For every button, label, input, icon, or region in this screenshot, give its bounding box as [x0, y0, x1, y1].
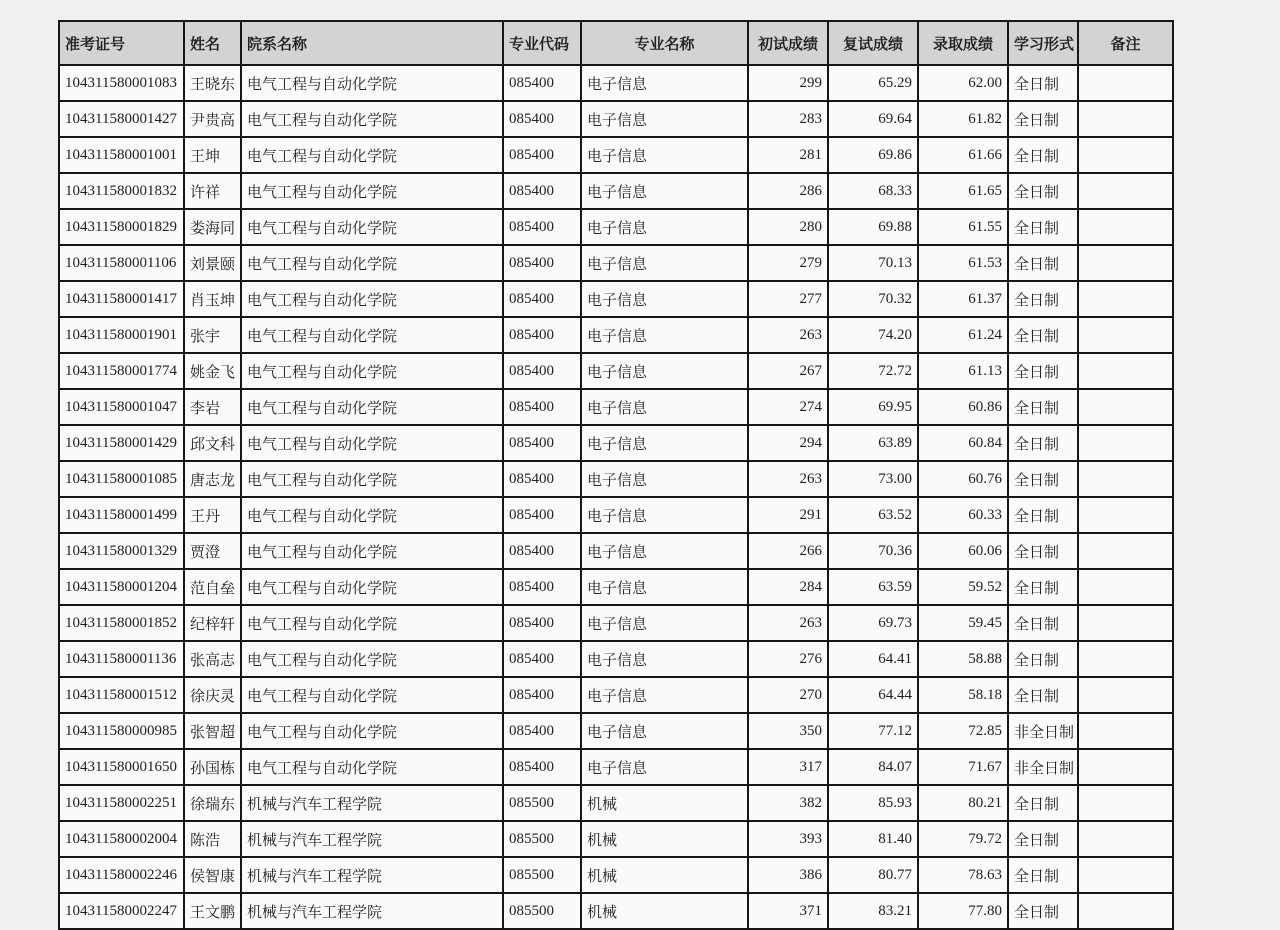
- cell-admission-score: 62.00: [918, 65, 1008, 101]
- table-row: [59, 857, 1173, 893]
- cell-admission-score: 58.88: [918, 641, 1008, 677]
- cell-remark: [1078, 137, 1173, 173]
- cell-initial-score: 393: [748, 821, 828, 857]
- cell-department: 电气工程与自动化学院: [241, 389, 503, 425]
- cell-name: 邱文科: [184, 425, 241, 461]
- cell-exam-no: 104311580000985: [59, 713, 184, 749]
- cell-initial-score: 317: [748, 749, 828, 785]
- cell-study-form: 非全日制: [1008, 749, 1078, 785]
- cell-name: 张智超: [184, 713, 241, 749]
- table-row: [59, 389, 1173, 425]
- table-row: [59, 353, 1173, 389]
- cell-department: 电气工程与自动化学院: [241, 137, 503, 173]
- cell-admission-score: 60.84: [918, 425, 1008, 461]
- cell-study-form: 全日制: [1008, 785, 1078, 821]
- cell-department: 电气工程与自动化学院: [241, 713, 503, 749]
- cell-initial-score: 286: [748, 173, 828, 209]
- cell-initial-score: 280: [748, 209, 828, 245]
- cell-retest-score: 84.07: [828, 749, 918, 785]
- cell-major-code: 085500: [503, 785, 581, 821]
- cell-remark: [1078, 641, 1173, 677]
- cell-major-name: 电子信息: [581, 641, 748, 677]
- cell-name: 范自垒: [184, 569, 241, 605]
- cell-initial-score: 279: [748, 245, 828, 281]
- table-row: [59, 713, 1173, 749]
- cell-major-code: 085500: [503, 821, 581, 857]
- table-header-row: [59, 21, 1173, 65]
- header-study-form: 学习形式: [1008, 21, 1078, 65]
- cell-admission-score: 61.55: [918, 209, 1008, 245]
- cell-remark: [1078, 353, 1173, 389]
- cell-major-name: 电子信息: [581, 461, 748, 497]
- cell-admission-score: 61.53: [918, 245, 1008, 281]
- cell-study-form: 全日制: [1008, 461, 1078, 497]
- cell-remark: [1078, 173, 1173, 209]
- cell-retest-score: 63.89: [828, 425, 918, 461]
- cell-initial-score: 371: [748, 893, 828, 929]
- header-department: 院系名称: [241, 21, 503, 65]
- cell-department: 电气工程与自动化学院: [241, 641, 503, 677]
- cell-remark: [1078, 677, 1173, 713]
- cell-retest-score: 72.72: [828, 353, 918, 389]
- cell-study-form: 全日制: [1008, 857, 1078, 893]
- cell-major-code: 085400: [503, 605, 581, 641]
- cell-name: 唐志龙: [184, 461, 241, 497]
- cell-remark: [1078, 317, 1173, 353]
- table-row: [59, 497, 1173, 533]
- results-tbody: [59, 65, 1173, 929]
- cell-exam-no: 104311580001083: [59, 65, 184, 101]
- cell-major-code: 085400: [503, 389, 581, 425]
- cell-admission-score: 60.33: [918, 497, 1008, 533]
- cell-remark: [1078, 101, 1173, 137]
- cell-retest-score: 63.59: [828, 569, 918, 605]
- cell-initial-score: 263: [748, 317, 828, 353]
- cell-retest-score: 68.33: [828, 173, 918, 209]
- cell-admission-score: 61.24: [918, 317, 1008, 353]
- cell-initial-score: 263: [748, 461, 828, 497]
- cell-major-code: 085400: [503, 713, 581, 749]
- cell-name: 李岩: [184, 389, 241, 425]
- cell-retest-score: 74.20: [828, 317, 918, 353]
- cell-major-code: 085400: [503, 461, 581, 497]
- cell-initial-score: 283: [748, 101, 828, 137]
- cell-major-name: 电子信息: [581, 137, 748, 173]
- cell-name: 姚金飞: [184, 353, 241, 389]
- admission-results-table: [58, 20, 1174, 930]
- cell-study-form: 全日制: [1008, 821, 1078, 857]
- cell-major-code: 085400: [503, 569, 581, 605]
- cell-remark: [1078, 605, 1173, 641]
- cell-exam-no: 104311580001417: [59, 281, 184, 317]
- cell-initial-score: 386: [748, 857, 828, 893]
- cell-retest-score: 69.95: [828, 389, 918, 425]
- cell-study-form: 全日制: [1008, 533, 1078, 569]
- cell-remark: [1078, 245, 1173, 281]
- cell-exam-no: 104311580001427: [59, 101, 184, 137]
- cell-retest-score: 77.12: [828, 713, 918, 749]
- cell-initial-score: 382: [748, 785, 828, 821]
- cell-major-code: 085400: [503, 641, 581, 677]
- cell-admission-score: 61.65: [918, 173, 1008, 209]
- cell-retest-score: 69.88: [828, 209, 918, 245]
- cell-remark: [1078, 389, 1173, 425]
- cell-department: 电气工程与自动化学院: [241, 173, 503, 209]
- cell-major-code: 085400: [503, 317, 581, 353]
- table-row: [59, 209, 1173, 245]
- cell-admission-score: 77.80: [918, 893, 1008, 929]
- cell-name: 王坤: [184, 137, 241, 173]
- cell-name: 徐庆灵: [184, 677, 241, 713]
- cell-exam-no: 104311580001829: [59, 209, 184, 245]
- cell-retest-score: 65.29: [828, 65, 918, 101]
- cell-retest-score: 69.86: [828, 137, 918, 173]
- table-row: [59, 533, 1173, 569]
- cell-retest-score: 73.00: [828, 461, 918, 497]
- table-row: [59, 245, 1173, 281]
- cell-admission-score: 59.45: [918, 605, 1008, 641]
- cell-study-form: 全日制: [1008, 101, 1078, 137]
- cell-major-name: 电子信息: [581, 317, 748, 353]
- cell-department: 电气工程与自动化学院: [241, 461, 503, 497]
- cell-exam-no: 104311580002251: [59, 785, 184, 821]
- table-row: [59, 569, 1173, 605]
- table-row: [59, 65, 1173, 101]
- header-major-name: 专业名称: [581, 21, 748, 65]
- cell-remark: [1078, 65, 1173, 101]
- header-major-code: 专业代码: [503, 21, 581, 65]
- cell-remark: [1078, 497, 1173, 533]
- cell-major-name: 机械: [581, 821, 748, 857]
- cell-remark: [1078, 749, 1173, 785]
- cell-remark: [1078, 425, 1173, 461]
- table-row: [59, 425, 1173, 461]
- cell-exam-no: 104311580001429: [59, 425, 184, 461]
- cell-name: 侯智康: [184, 857, 241, 893]
- cell-study-form: 全日制: [1008, 425, 1078, 461]
- cell-exam-no: 104311580001512: [59, 677, 184, 713]
- cell-name: 尹贵高: [184, 101, 241, 137]
- header-retest-score: 复试成绩: [828, 21, 918, 65]
- cell-study-form: 全日制: [1008, 389, 1078, 425]
- cell-name: 张宇: [184, 317, 241, 353]
- cell-retest-score: 70.13: [828, 245, 918, 281]
- header-initial-score: 初试成绩: [748, 21, 828, 65]
- cell-initial-score: 276: [748, 641, 828, 677]
- cell-admission-score: 80.21: [918, 785, 1008, 821]
- cell-retest-score: 63.52: [828, 497, 918, 533]
- cell-department: 机械与汽车工程学院: [241, 893, 503, 929]
- table-row: [59, 101, 1173, 137]
- cell-initial-score: 274: [748, 389, 828, 425]
- cell-department: 电气工程与自动化学院: [241, 317, 503, 353]
- cell-retest-score: 85.93: [828, 785, 918, 821]
- cell-department: 电气工程与自动化学院: [241, 65, 503, 101]
- cell-major-name: 机械: [581, 785, 748, 821]
- cell-study-form: 全日制: [1008, 65, 1078, 101]
- cell-remark: [1078, 533, 1173, 569]
- cell-study-form: 全日制: [1008, 137, 1078, 173]
- cell-remark: [1078, 281, 1173, 317]
- table-row: [59, 641, 1173, 677]
- cell-major-name: 机械: [581, 893, 748, 929]
- cell-retest-score: 81.40: [828, 821, 918, 857]
- cell-name: 纪梓轩: [184, 605, 241, 641]
- cell-admission-score: 61.37: [918, 281, 1008, 317]
- cell-study-form: 非全日制: [1008, 713, 1078, 749]
- cell-department: 电气工程与自动化学院: [241, 569, 503, 605]
- cell-exam-no: 104311580001106: [59, 245, 184, 281]
- cell-initial-score: 299: [748, 65, 828, 101]
- cell-department: 机械与汽车工程学院: [241, 821, 503, 857]
- cell-name: 王丹: [184, 497, 241, 533]
- cell-major-name: 电子信息: [581, 245, 748, 281]
- cell-name: 徐瑞东: [184, 785, 241, 821]
- cell-major-code: 085400: [503, 245, 581, 281]
- cell-major-name: 电子信息: [581, 677, 748, 713]
- cell-retest-score: 69.73: [828, 605, 918, 641]
- cell-major-name: 电子信息: [581, 425, 748, 461]
- cell-name: 许祥: [184, 173, 241, 209]
- cell-retest-score: 70.36: [828, 533, 918, 569]
- table-row: [59, 893, 1173, 929]
- cell-major-code: 085400: [503, 281, 581, 317]
- cell-major-code: 085400: [503, 101, 581, 137]
- cell-retest-score: 64.44: [828, 677, 918, 713]
- cell-department: 机械与汽车工程学院: [241, 785, 503, 821]
- cell-initial-score: 270: [748, 677, 828, 713]
- header-name: 姓名: [184, 21, 241, 65]
- cell-major-code: 085400: [503, 497, 581, 533]
- cell-study-form: 全日制: [1008, 353, 1078, 389]
- cell-exam-no: 104311580001901: [59, 317, 184, 353]
- cell-exam-no: 104311580001329: [59, 533, 184, 569]
- cell-department: 电气工程与自动化学院: [241, 533, 503, 569]
- cell-major-code: 085400: [503, 65, 581, 101]
- cell-retest-score: 70.32: [828, 281, 918, 317]
- table-row: [59, 785, 1173, 821]
- cell-retest-score: 69.64: [828, 101, 918, 137]
- cell-admission-score: 60.86: [918, 389, 1008, 425]
- cell-department: 电气工程与自动化学院: [241, 281, 503, 317]
- cell-admission-score: 60.06: [918, 533, 1008, 569]
- cell-department: 电气工程与自动化学院: [241, 353, 503, 389]
- cell-department: 电气工程与自动化学院: [241, 425, 503, 461]
- cell-admission-score: 79.72: [918, 821, 1008, 857]
- cell-initial-score: 263: [748, 605, 828, 641]
- table-row: [59, 173, 1173, 209]
- cell-major-name: 电子信息: [581, 569, 748, 605]
- cell-major-name: 机械: [581, 857, 748, 893]
- cell-major-code: 085400: [503, 749, 581, 785]
- cell-admission-score: 71.67: [918, 749, 1008, 785]
- cell-major-code: 085400: [503, 533, 581, 569]
- cell-study-form: 全日制: [1008, 893, 1078, 929]
- cell-name: 娄海同: [184, 209, 241, 245]
- cell-name: 张高志: [184, 641, 241, 677]
- cell-major-name: 电子信息: [581, 101, 748, 137]
- cell-major-code: 085500: [503, 893, 581, 929]
- table-row: [59, 281, 1173, 317]
- cell-exam-no: 104311580001085: [59, 461, 184, 497]
- cell-exam-no: 104311580002246: [59, 857, 184, 893]
- cell-study-form: 全日制: [1008, 317, 1078, 353]
- cell-name: 肖玉坤: [184, 281, 241, 317]
- cell-remark: [1078, 821, 1173, 857]
- cell-exam-no: 104311580001204: [59, 569, 184, 605]
- cell-major-code: 085400: [503, 353, 581, 389]
- cell-major-name: 电子信息: [581, 65, 748, 101]
- cell-department: 电气工程与自动化学院: [241, 497, 503, 533]
- table-row: [59, 317, 1173, 353]
- cell-study-form: 全日制: [1008, 605, 1078, 641]
- cell-major-name: 电子信息: [581, 353, 748, 389]
- cell-major-name: 电子信息: [581, 713, 748, 749]
- cell-admission-score: 61.13: [918, 353, 1008, 389]
- header-exam-no: 准考证号: [59, 21, 184, 65]
- cell-study-form: 全日制: [1008, 209, 1078, 245]
- cell-retest-score: 80.77: [828, 857, 918, 893]
- cell-department: 电气工程与自动化学院: [241, 101, 503, 137]
- cell-admission-score: 59.52: [918, 569, 1008, 605]
- cell-admission-score: 72.85: [918, 713, 1008, 749]
- table-row: [59, 677, 1173, 713]
- cell-major-name: 电子信息: [581, 209, 748, 245]
- cell-major-name: 电子信息: [581, 497, 748, 533]
- cell-retest-score: 64.41: [828, 641, 918, 677]
- table-row: [59, 749, 1173, 785]
- cell-retest-score: 83.21: [828, 893, 918, 929]
- cell-remark: [1078, 569, 1173, 605]
- cell-remark: [1078, 461, 1173, 497]
- cell-exam-no: 104311580001499: [59, 497, 184, 533]
- cell-major-code: 085400: [503, 425, 581, 461]
- cell-department: 机械与汽车工程学院: [241, 857, 503, 893]
- cell-initial-score: 294: [748, 425, 828, 461]
- cell-name: 陈浩: [184, 821, 241, 857]
- cell-department: 电气工程与自动化学院: [241, 677, 503, 713]
- cell-department: 电气工程与自动化学院: [241, 209, 503, 245]
- cell-admission-score: 60.76: [918, 461, 1008, 497]
- cell-exam-no: 104311580001650: [59, 749, 184, 785]
- cell-admission-score: 61.66: [918, 137, 1008, 173]
- cell-initial-score: 266: [748, 533, 828, 569]
- cell-major-code: 085400: [503, 137, 581, 173]
- cell-study-form: 全日制: [1008, 569, 1078, 605]
- cell-major-name: 电子信息: [581, 605, 748, 641]
- cell-remark: [1078, 785, 1173, 821]
- cell-department: 电气工程与自动化学院: [241, 605, 503, 641]
- cell-major-code: 085400: [503, 677, 581, 713]
- cell-admission-score: 58.18: [918, 677, 1008, 713]
- cell-major-name: 电子信息: [581, 389, 748, 425]
- table-row: [59, 461, 1173, 497]
- cell-major-name: 电子信息: [581, 173, 748, 209]
- cell-exam-no: 104311580001047: [59, 389, 184, 425]
- cell-name: 孙国栋: [184, 749, 241, 785]
- cell-exam-no: 104311580002004: [59, 821, 184, 857]
- cell-department: 电气工程与自动化学院: [241, 749, 503, 785]
- cell-major-code: 085500: [503, 857, 581, 893]
- table-row: [59, 605, 1173, 641]
- cell-major-code: 085400: [503, 209, 581, 245]
- cell-remark: [1078, 893, 1173, 929]
- cell-name: 贾澄: [184, 533, 241, 569]
- cell-remark: [1078, 857, 1173, 893]
- cell-department: 电气工程与自动化学院: [241, 245, 503, 281]
- cell-exam-no: 104311580001001: [59, 137, 184, 173]
- cell-study-form: 全日制: [1008, 281, 1078, 317]
- cell-exam-no: 104311580001852: [59, 605, 184, 641]
- table-row: [59, 821, 1173, 857]
- cell-remark: [1078, 209, 1173, 245]
- header-remark: 备注: [1078, 21, 1173, 65]
- cell-exam-no: 104311580002247: [59, 893, 184, 929]
- cell-major-code: 085400: [503, 173, 581, 209]
- cell-major-name: 电子信息: [581, 749, 748, 785]
- table-row: [59, 137, 1173, 173]
- cell-initial-score: 350: [748, 713, 828, 749]
- cell-study-form: 全日制: [1008, 173, 1078, 209]
- header-admission-score: 录取成绩: [918, 21, 1008, 65]
- cell-major-name: 电子信息: [581, 533, 748, 569]
- cell-admission-score: 61.82: [918, 101, 1008, 137]
- cell-name: 王文鹏: [184, 893, 241, 929]
- cell-exam-no: 104311580001774: [59, 353, 184, 389]
- cell-initial-score: 291: [748, 497, 828, 533]
- cell-exam-no: 104311580001832: [59, 173, 184, 209]
- cell-initial-score: 281: [748, 137, 828, 173]
- cell-study-form: 全日制: [1008, 497, 1078, 533]
- cell-admission-score: 78.63: [918, 857, 1008, 893]
- cell-study-form: 全日制: [1008, 641, 1078, 677]
- cell-study-form: 全日制: [1008, 245, 1078, 281]
- cell-initial-score: 267: [748, 353, 828, 389]
- cell-initial-score: 277: [748, 281, 828, 317]
- cell-exam-no: 104311580001136: [59, 641, 184, 677]
- cell-remark: [1078, 713, 1173, 749]
- cell-name: 王晓东: [184, 65, 241, 101]
- cell-study-form: 全日制: [1008, 677, 1078, 713]
- cell-initial-score: 284: [748, 569, 828, 605]
- cell-name: 刘景颐: [184, 245, 241, 281]
- cell-major-name: 电子信息: [581, 281, 748, 317]
